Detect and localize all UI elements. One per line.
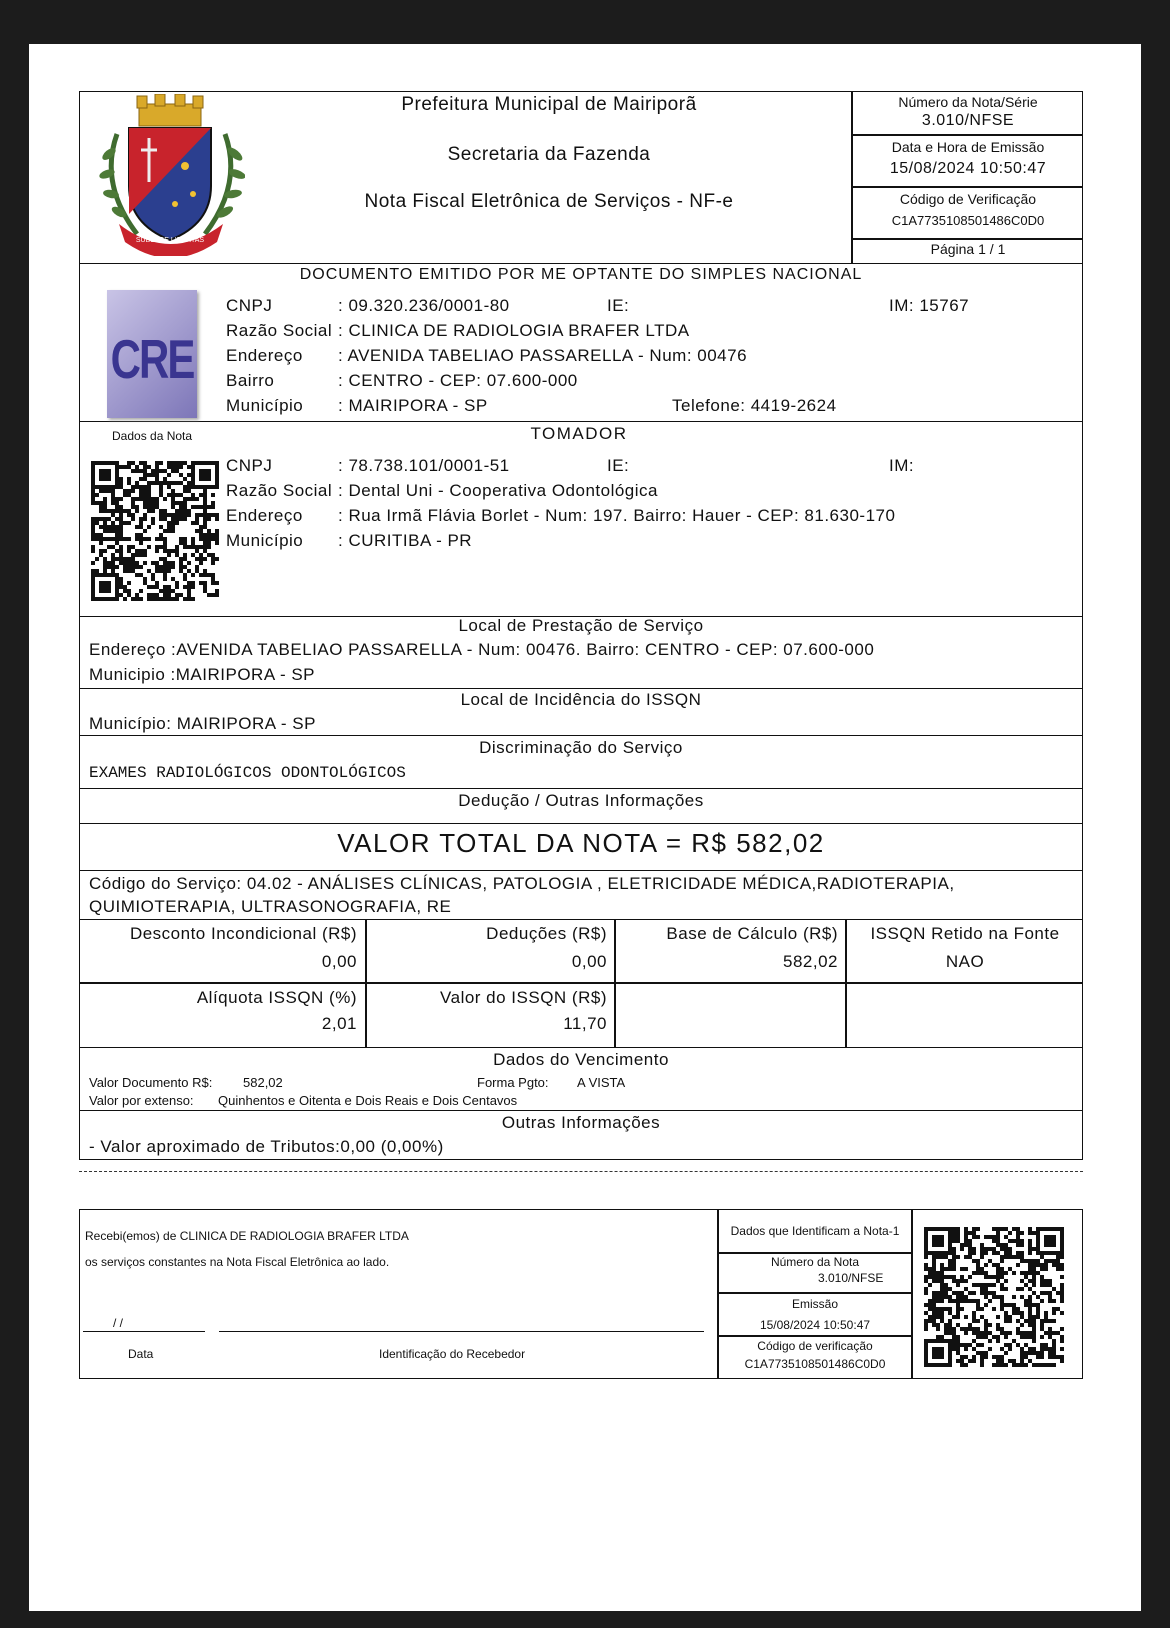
header-line-1: Prefeitura Municipal de Mairiporã <box>401 94 697 115</box>
numero-nota-label: Número da Nota/Série <box>898 94 1038 110</box>
valor-documento-value: 582,02 <box>243 1075 283 1090</box>
desconto-label: Desconto Incondicional (R$) <box>129 924 357 943</box>
recibo-line-2: os serviços constantes na Nota Fiscal Eletrônica ao lado. <box>85 1255 390 1269</box>
local-prestacao-title: Local de Prestação de Serviço <box>458 616 704 635</box>
tomador-title: TOMADOR <box>530 424 628 443</box>
simples-nacional-banner: DOCUMENTO EMITIDO POR ME OPTANTE DO SIMPLES NACIONAL <box>299 266 863 283</box>
dados-identificam-label: Dados que Identificam a Nota-1 <box>730 1224 900 1238</box>
tomador-im-label: IM: <box>889 456 915 475</box>
local-prestacao-municipio: Municipio :MAIRIPORA - SP <box>89 665 316 684</box>
company-logo: CRE <box>107 290 197 418</box>
recibo-emissao-label: Emissão <box>791 1297 838 1311</box>
prestador-endereco-label: Endereço <box>226 346 303 365</box>
tomador-razao-label: Razão Social <box>226 481 333 500</box>
deducoes-label: Deduções (R$) <box>486 924 607 943</box>
data-emissao-value: 15/08/2024 10:50:47 <box>889 160 1047 177</box>
numero-nota-value: 3.010/NFSE <box>921 112 1015 129</box>
tomador-ie-label: IE: <box>607 456 630 475</box>
outras-informacoes-title: Outras Informações <box>501 1113 661 1132</box>
valor-documento-label: Valor Documento R$: <box>89 1075 213 1090</box>
desconto-value: 0,00 <box>321 952 357 971</box>
base-calculo-value: 582,02 <box>783 952 838 971</box>
aliquota-value: 2,01 <box>321 1014 357 1033</box>
discriminacao-text: EXAMES RADIOLÓGICOS ODONTOLÓGICOS <box>89 764 406 782</box>
codigo-servico-line-2: QUIMIOTERAPIA, ULTRASONOGRAFIA, RE <box>89 897 452 916</box>
recibo-emissao-value: 15/08/2024 10:50:47 <box>759 1318 871 1332</box>
recibo-qr-code-icon[interactable] <box>924 1227 1066 1369</box>
prestador-municipio: : MAIRIPORA - SP <box>338 396 488 415</box>
header-line-3: Nota Fiscal Eletrônica de Serviços - NF-e <box>364 191 734 212</box>
recibo-numero-label: Número da Nota <box>770 1255 860 1269</box>
valor-issqn-label: Valor do ISSQN (R$) <box>440 988 607 1007</box>
deducoes-value: 0,00 <box>571 952 607 971</box>
local-incidencia-title: Local de Incidência do ISSQN <box>460 690 702 709</box>
recibo-numero-value: 3.010/NFSE <box>818 1271 884 1285</box>
prestador-ie-label: IE: <box>607 296 630 315</box>
prestador-endereco: : AVENIDA TABELIAO PASSARELLA - Num: 00476 <box>338 346 748 365</box>
prestador-cnpj: : 09.320.236/0001-80 <box>338 296 510 315</box>
prestador-cnpj-label: CNPJ <box>226 296 273 315</box>
prestador-bairro-label: Bairro <box>226 371 275 390</box>
codigo-servico-line-1: Código do Serviço: 04.02 - ANÁLISES CLÍNICAS, PATOLOGIA , ELETRICIDADE MÉDICA,RADIOTERAPIA, <box>89 874 955 893</box>
issqn-retido-label: ISSQN Retido na Fonte <box>870 924 1060 943</box>
recibo-codigo-label: Código de verificação <box>757 1339 873 1353</box>
dados-nota-label: Dados da Nota <box>112 429 193 443</box>
nfse-document <box>29 44 1141 1611</box>
prestador-razao-label: Razão Social <box>226 321 333 340</box>
local-prestacao-endereco: Endereço :AVENIDA TABELIAO PASSARELLA - Num: 00476. Bairro: CENTRO - CEP: 07.600-000 <box>89 640 875 659</box>
pagina-indicator: Página 1 / 1 <box>930 241 1006 257</box>
prestador-telefone: Telefone: 4419-2624 <box>672 396 837 415</box>
tomador-razao: : Dental Uni - Cooperativa Odontológica <box>338 481 658 500</box>
prestador-municipio-label: Município <box>226 396 304 415</box>
valor-issqn-value: 11,70 <box>563 1014 607 1033</box>
qr-code-icon[interactable] <box>91 461 221 603</box>
header-line-2: Secretaria da Fazenda <box>447 144 651 165</box>
recebedor-signature-line[interactable] <box>219 1331 704 1332</box>
issqn-retido-value: NAO <box>945 952 985 971</box>
tomador-endereco-label: Endereço <box>226 506 303 525</box>
forma-pgto-value: A VISTA <box>577 1075 626 1090</box>
recibo-data-label: Data <box>128 1347 154 1361</box>
recibo-date-slashes: / / <box>113 1316 124 1330</box>
prestador-im: IM: 15767 <box>889 296 970 315</box>
prestador-bairro: : CENTRO - CEP: 07.600-000 <box>338 371 578 390</box>
base-calculo-label: Base de Cálculo (R$) <box>666 924 838 943</box>
recibo-line-1: Recebi(emos) de CLINICA DE RADIOLOGIA BRAFER LTDA <box>85 1229 409 1243</box>
valor-extenso-value: Quinhentos e Oitenta e Dois Reais e Dois Centavos <box>218 1093 518 1108</box>
tomador-municipio-label: Município <box>226 531 304 550</box>
tomador-cnpj: : 78.738.101/0001-51 <box>338 456 510 475</box>
vencimento-title: Dados do Vencimento <box>493 1050 669 1069</box>
deducao-title: Dedução / Outras Informações <box>458 791 704 810</box>
aliquota-label: Alíquota ISSQN (%) <box>196 988 357 1007</box>
svg-text:SUBLEGE LIBERTAS: SUBLEGE LIBERTAS <box>135 237 205 244</box>
forma-pgto-label: Forma Pgto: <box>477 1075 549 1090</box>
tomador-cnpj-label: CNPJ <box>226 456 273 475</box>
tomador-municipio: : CURITIBA - PR <box>338 531 473 550</box>
codigo-verificacao-label: Código de Verificação <box>899 191 1037 207</box>
recibo-codigo-value: C1A7735108501486C0D0 <box>744 1357 886 1371</box>
discriminacao-title: Discriminação do Serviço <box>479 738 683 757</box>
valor-total: VALOR TOTAL DA NOTA = R$ 582,02 <box>337 828 825 858</box>
codigo-verificacao-value: C1A7735108501486C0D0 <box>891 213 1045 228</box>
outras-informacoes-text: - Valor aproximado de Tributos:0,00 (0,00%) <box>89 1137 444 1156</box>
prestador-razao: : CLINICA DE RADIOLOGIA BRAFER LTDA <box>338 321 690 340</box>
data-emissao-label: Data e Hora de Emissão <box>891 139 1045 155</box>
tomador-endereco: : Rua Irmã Flávia Borlet - Num: 197. Bairro: Hauer - CEP: 81.630-170 <box>338 506 896 525</box>
valor-extenso-label: Valor por extenso: <box>89 1093 194 1108</box>
local-incidencia-municipio: Município: MAIRIPORA - SP <box>89 714 316 733</box>
coat-of-arms-icon <box>97 94 245 256</box>
identificacao-recebedor-label: Identificação do Recebedor <box>379 1347 526 1361</box>
cut-line <box>79 1171 1083 1172</box>
